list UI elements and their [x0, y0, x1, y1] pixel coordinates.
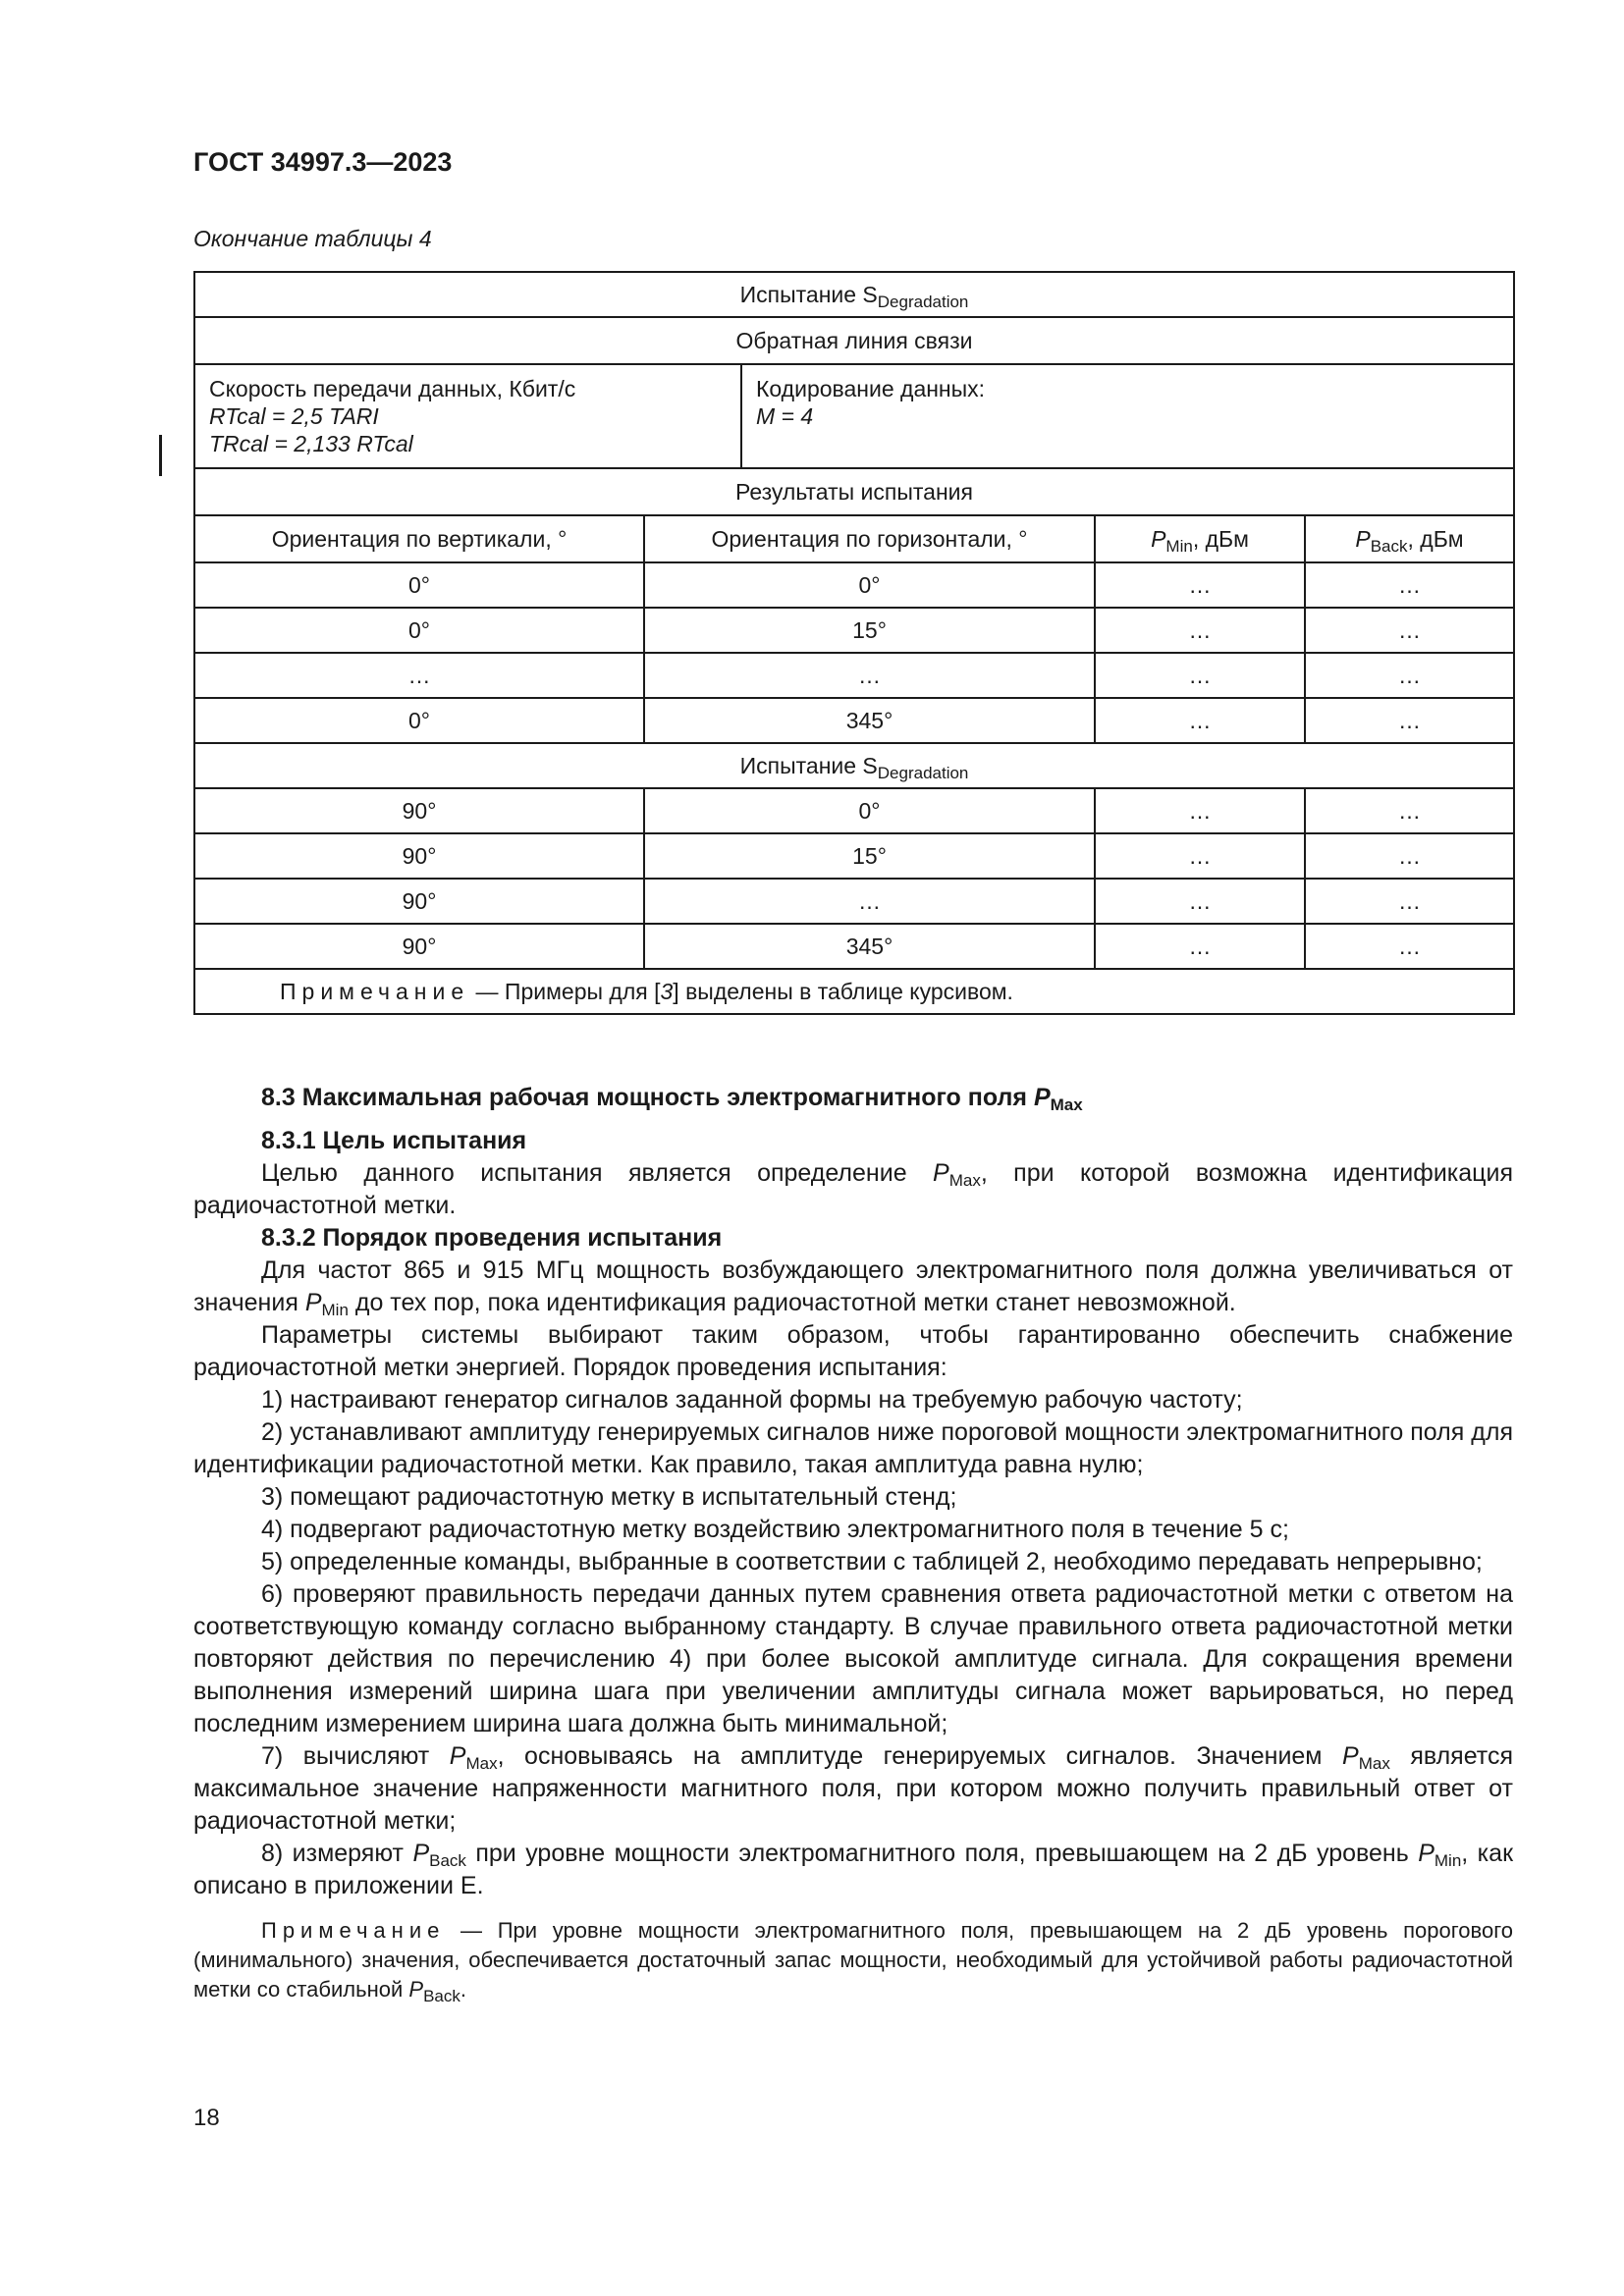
header-pback: [1305, 515, 1514, 562]
return-link-cell: Обратная линия связи: [194, 317, 1514, 364]
coding-value: M = 4: [756, 403, 814, 429]
pmin-symbol: P: [1151, 525, 1166, 552]
section-title-sym: P: [1033, 1084, 1051, 1111]
pmin-unit: , дБм: [1192, 525, 1249, 552]
text-span: При уровне мощности электромагнитного поля, превышающем на 2 дБ уровень порогового (минимального) значения, обеспечивается достаточный запас мощности, необходимый для устойчивой работы радиочастотной метки со стабильной: [193, 1918, 1513, 2002]
symbol-p: P: [1418, 1840, 1435, 1867]
symbol-p: P: [408, 1977, 424, 2002]
cell-horizontal: 345°: [644, 698, 1095, 743]
cell-horizontal: 345°: [644, 924, 1095, 969]
cell-vertical: …: [194, 653, 644, 698]
symbol-sub: Max: [465, 1754, 498, 1773]
rtcal-value: RTcal = 2,5 TARI: [209, 403, 379, 429]
test-title-text-2: Испытание S: [739, 752, 878, 778]
text-span: .: [460, 1977, 466, 2002]
table-row: [194, 608, 1514, 653]
text-span: до тех пор, пока идентификация радиочастотной метки станет невозможной.: [348, 1289, 1236, 1316]
table-row: [194, 879, 1514, 924]
header-horizontal: Ориентация по горизонтали, °: [644, 515, 1095, 562]
table-row: [194, 698, 1514, 743]
text-span: , основываясь на амплитуде генерируемых сигналов. Значением: [497, 1742, 1343, 1770]
text-span: при уровне мощности электромагнитного поля, превышающем на 2 дБ уровень: [465, 1840, 1419, 1867]
text-span: , при которой возможна идентификация радиочастотной метки.: [193, 1159, 1514, 1219]
header-pmin: [1095, 515, 1305, 562]
pback-unit: , дБм: [1407, 525, 1464, 552]
symbol-p: P: [933, 1159, 949, 1187]
paragraph-procedure-2: Параметры системы выбирают таким образом, чтобы гарантированно обеспечить снабжение радиочастотной метки энергией. Порядок проведения испытания:: [193, 1321, 1513, 1381]
data-rate-label: Скорость передачи данных, Кбит/с: [209, 376, 576, 401]
test-results-table: [193, 271, 1515, 1015]
table-row: [194, 833, 1514, 879]
table-title-row: [194, 272, 1514, 317]
cell-pmin: …: [1095, 698, 1305, 743]
cell-pmin: …: [1095, 879, 1305, 924]
cell-pback: …: [1305, 924, 1514, 969]
results-title-row: [194, 468, 1514, 515]
symbol-sub: Max: [948, 1171, 981, 1190]
table-caption: Окончание таблицы 4: [193, 226, 432, 251]
section-title: [193, 1082, 1513, 1114]
coding-cell: [741, 364, 1514, 468]
text-span: 8) измеряют: [261, 1840, 413, 1867]
note-label: Примечание: [261, 1918, 446, 1943]
symbol-p: P: [449, 1742, 466, 1770]
paragraph-procedure-1: [193, 1255, 1513, 1319]
table-subtitle-row: [194, 743, 1514, 788]
list-item-4: 4) подвергают радиочастотную метку воздействию электромагнитного поля в течение 5 с;: [261, 1516, 1289, 1543]
table-note-text-b: ] выделены в таблице курсивом.: [673, 978, 1013, 1004]
table-note-ref: 3: [660, 978, 674, 1004]
pback-sub: Back: [1370, 536, 1408, 556]
cell-pmin: …: [1095, 562, 1305, 608]
revision-bar: [159, 435, 162, 476]
cell-pback: …: [1305, 698, 1514, 743]
pback-symbol: P: [1355, 525, 1371, 552]
section-title-text: 8.3 Максимальная рабочая мощность электромагнитного поля: [261, 1084, 1034, 1111]
cell-horizontal: 0°: [644, 562, 1095, 608]
symbol-sub: Back: [423, 1987, 460, 2005]
symbol-sub: Min: [1434, 1851, 1462, 1870]
cell-vertical: 90°: [194, 879, 644, 924]
table-note-dash: —: [469, 978, 505, 1004]
section-body: [193, 1082, 1513, 2004]
list-item-2: 2) устанавливают амплитуду генерируемых сигналов ниже пороговой мощности электромагнитного поля для идентификации радиочастотной метки. Как правило, такая амплитуда равна нулю;: [193, 1418, 1513, 1478]
pmin-sub: Min: [1165, 536, 1193, 556]
cell-pback: …: [1305, 653, 1514, 698]
text-span: является максимальное значение напряженности магнитного поля, при котором можно получить правильный ответ от радиочастотной метки;: [193, 1742, 1513, 1835]
test-title-cell: [194, 272, 1514, 317]
trcal-value: TRcal = 2,133 RTcal: [209, 431, 413, 456]
list-item-5: 5) определенные команды, выбранные в соответствии с таблицей 2, необходимо передавать непрерывно;: [261, 1548, 1483, 1575]
cell-pmin: …: [1095, 653, 1305, 698]
cell-horizontal: 0°: [644, 788, 1095, 833]
cell-vertical: 0°: [194, 562, 644, 608]
cell-horizontal: 15°: [644, 833, 1095, 879]
list-item-3: 3) помещают радиочастотную метку в испытательный стенд;: [261, 1483, 957, 1511]
cell-pback: …: [1305, 788, 1514, 833]
cell-pback: …: [1305, 833, 1514, 879]
table-row: [194, 562, 1514, 608]
table-note-row: [194, 969, 1514, 1014]
list-item-7: [193, 1740, 1513, 1838]
test-title-sub-2: Degradation: [877, 763, 969, 782]
text-span: Для частот 865 и 915 МГц мощность возбуждающего электромагнитного поля должна увеличиваться от значения: [193, 1256, 1513, 1316]
table-note-label: Примечание: [280, 978, 470, 1004]
cell-pmin: …: [1095, 608, 1305, 653]
symbol-sub: Min: [321, 1301, 349, 1319]
cell-pback: …: [1305, 608, 1514, 653]
parameters-row: [194, 364, 1514, 468]
cell-vertical: 0°: [194, 608, 644, 653]
text-span: Целью данного испытания является определение: [261, 1159, 934, 1187]
table-row: [194, 653, 1514, 698]
subsection-title-1: 8.3.1 Цель испытания: [261, 1127, 527, 1154]
document-id: ГОСТ 34997.3—2023: [193, 147, 453, 177]
paragraph-purpose: [193, 1157, 1513, 1222]
test-title-text: Испытание S: [739, 281, 878, 307]
section-note: [193, 1916, 1513, 2004]
list-item-6: 6) проверяют правильность передачи данных путем сравнения ответа радиочастотной метки с ответом на соответствующую команду согласно выбранному стандарту. В случае правильного ответа радиочастотной метки повторяют действия по перечислению 4) при более высокой амплитуде сигнала. Для сокращения времени выполнения измерений ширина шага при увеличении амплитуды сигнала может варьироваться, но перед последним измерением ширина шага должна быть минимальной;: [193, 1580, 1513, 1737]
cell-horizontal: …: [644, 653, 1095, 698]
cell-vertical: 90°: [194, 833, 644, 879]
cell-horizontal: …: [644, 879, 1095, 924]
text-span: 7) вычисляют: [261, 1742, 450, 1770]
table-note-cell: [194, 969, 1514, 1014]
results-title-cell: Результаты испытания: [194, 468, 1514, 515]
cell-vertical: 0°: [194, 698, 644, 743]
cell-pmin: …: [1095, 833, 1305, 879]
symbol-p: P: [1342, 1742, 1359, 1770]
table-row: [194, 924, 1514, 969]
cell-pback: …: [1305, 562, 1514, 608]
test-title-sub: Degradation: [877, 292, 969, 311]
note-dash: —: [445, 1918, 498, 1943]
list-item-1: 1) настраивают генератор сигналов заданной формы на требуемую рабочую частоту;: [261, 1386, 1243, 1414]
cell-pmin: …: [1095, 924, 1305, 969]
symbol-p: P: [412, 1840, 430, 1867]
symbol-sub: Back: [429, 1851, 466, 1870]
return-link-row: [194, 317, 1514, 364]
list-item-8: [193, 1838, 1513, 1902]
cell-pmin: …: [1095, 788, 1305, 833]
page-number: 18: [193, 2105, 220, 2131]
header-vertical: Ориентация по вертикали, °: [194, 515, 644, 562]
cell-vertical: 90°: [194, 924, 644, 969]
test-title-cell-2: [194, 743, 1514, 788]
column-header-row: [194, 515, 1514, 562]
symbol-sub: Max: [1358, 1754, 1390, 1773]
table-row: [194, 788, 1514, 833]
cell-vertical: 90°: [194, 788, 644, 833]
cell-pback: …: [1305, 879, 1514, 924]
data-rate-cell: [194, 364, 741, 468]
symbol-p: P: [304, 1289, 322, 1316]
cell-horizontal: 15°: [644, 608, 1095, 653]
section-title-sub: Max: [1050, 1095, 1083, 1114]
text-span: , как описано в приложении Е.: [193, 1840, 1514, 1899]
coding-label: Кодирование данных:: [756, 376, 986, 401]
subsection-title-2: 8.3.2 Порядок проведения испытания: [261, 1224, 723, 1252]
table-note-text-a: Примеры для [: [504, 978, 661, 1004]
